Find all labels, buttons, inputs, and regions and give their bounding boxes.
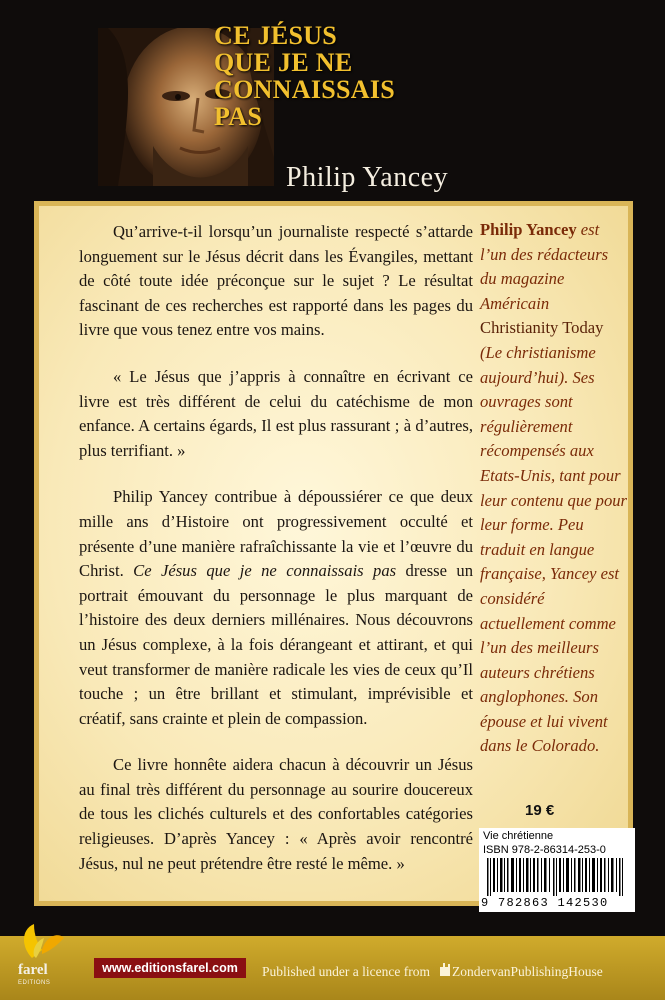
title-line: QUE JE NE — [214, 48, 353, 77]
book-title-mention: Ce Jésus que je ne connaissais pas — [133, 561, 397, 581]
author-bio — [480, 218, 628, 759]
blurb-paragraph: Ce livre honnête aidera chacun à découvrir un Jésus au final très différent du personnage au sourire doucereux de tous les clichés culturels et des confortables catégories religieuses. D’après Yancey : « Après avoir rencontré Jésus, nul ne peut prétendre être resté le même. » — [79, 755, 473, 873]
blurb-paragraph — [79, 485, 473, 731]
barcode-digits: 9 782863 142530 — [481, 896, 609, 910]
title-line: PAS — [214, 102, 263, 131]
licence-text: Published under a licence from — [262, 964, 430, 979]
title-line: CE JÉSUS — [214, 21, 338, 50]
blurb-quote: « Le Jésus que j’appris à connaître en écrivant ce livre est très différent de celui du catéchisme de mon enfance. A certains égards, Il est plus rassurant ; à d’autres, plus terrifiant. » — [79, 366, 473, 460]
publisher-website-link[interactable]: www.editionsfarel.com — [94, 958, 246, 978]
farel-logo-text: farel — [18, 962, 48, 978]
author-name: Philip Yancey — [286, 162, 449, 193]
barcode-label — [479, 828, 635, 912]
zondervan-house-icon — [439, 961, 452, 977]
blurb-paragraph: Qu’arrive-t-il lorsqu’un journaliste respecté s’attarde longuement sur le Jésus décrit dans les Évangiles, mettant de côté toute idée préconçue sur le sujet ? Le résultat fascinant de ces recherches est rapporté dans les pages du livre que vous tenez entre vos mains. — [79, 222, 473, 340]
bio-author-name: Philip Yancey — [480, 220, 577, 239]
title-line: CONNAISSAIS — [214, 75, 396, 104]
isbn-label: ISBN 978-2-86314-253-0 — [483, 844, 606, 856]
barcode-bars — [485, 858, 627, 896]
blurb-text — [79, 220, 473, 898]
blurb-text-run: dresse un portrait émouvant du personnage le plus marquant de l’histoire des deux derniers millénaires. Nous découvrons un Jésus complexe, à la fois dérangeant et attirant, et qui veut transformer de manière radicale les vies de ceux qu’Il touche ; un être brillant et stimulant, imprévisible et créatif, sans crainte et plein de compassion. — [79, 561, 474, 728]
category-label: Vie chrétienne — [483, 830, 554, 842]
bio-text-run: est l’un des rédacteurs du magazine Américain — [480, 220, 609, 313]
blurb-text-run: Philip Yancey contribue à dépoussiérer ce que deux mille ans d’Histoire ont progressivement occulté et présente d’une manière rafraîchissante la vie et l’œuvre du Christ. — [79, 487, 473, 581]
book-title — [214, 22, 395, 130]
zondervan-publisher: ZondervanPublishingHouse — [452, 964, 603, 979]
back-cover-panel — [34, 201, 633, 910]
farel-logo-subtext: EDITIONS — [18, 980, 51, 986]
bio-text-run: (Le christianisme aujourd’hui). Ses ouvrages sont régulièrement récompensés aux Etats-Unis, tant pour leur contenu que pour leur forme. Peu traduit en langue française, Yancey est considéré actuellement comme l’un des meilleurs auteurs chrétiens anglophones. Son épouse et lui vivent dans le Colorado. — [480, 342, 628, 756]
magazine-name: Christianity Today — [480, 318, 604, 338]
price-label: 19 € — [525, 802, 555, 819]
